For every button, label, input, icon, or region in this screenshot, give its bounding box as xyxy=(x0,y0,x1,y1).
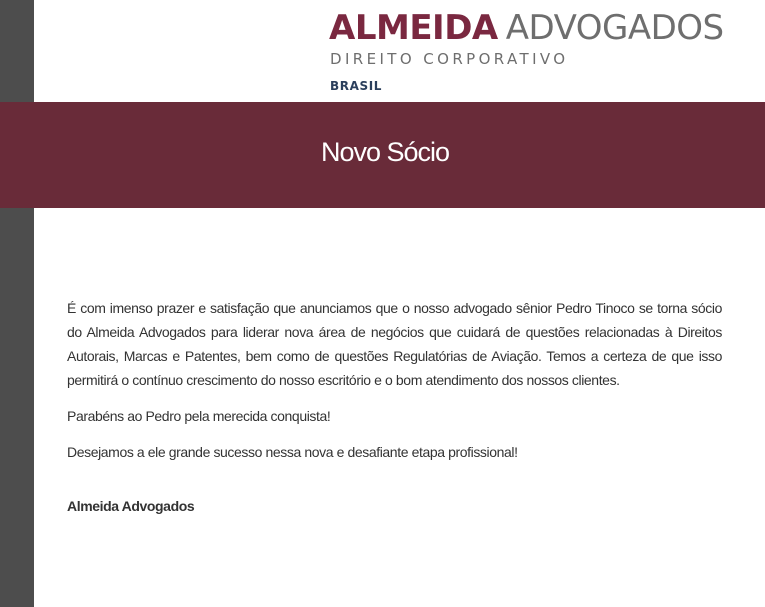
logo-brand-strong: ALMEIDA xyxy=(329,8,498,48)
logo-country: BRASIL xyxy=(330,79,383,93)
company-logo xyxy=(329,8,749,98)
left-side-bar xyxy=(0,0,34,607)
announcement-paragraph: É com imenso prazer e satisfação que anunciamos que o nosso advogado sênior Pedro Tinoco se torna sócio do Almeida Advogados para liderar nova área de negócios que cuidará de questões relacionadas à Direitos Autorais, Marcas e Patentes, bem como de questões Regulatórias de Aviação. Temos a certeza de que isso permitirá o contínuo crescimento do nosso escritório e o bom atendimento dos nossos clientes. xyxy=(67,300,722,388)
logo-subtitle: DIREITO CORPORATIVO xyxy=(330,50,569,68)
logo-brand-light: ADVOGADOS xyxy=(505,8,724,48)
title-banner xyxy=(0,102,765,208)
page-title: Novo Sócio xyxy=(320,137,450,167)
logo-wordmark xyxy=(329,8,724,48)
congratulations-paragraph: Parabéns ao Pedro pela merecida conquista! xyxy=(67,408,331,424)
wishes-paragraph: Desejamos a ele grande sucesso nessa nova e desafiante etapa profissional! xyxy=(67,444,518,460)
announcement-body xyxy=(67,296,722,518)
signature: Almeida Advogados xyxy=(67,498,195,514)
